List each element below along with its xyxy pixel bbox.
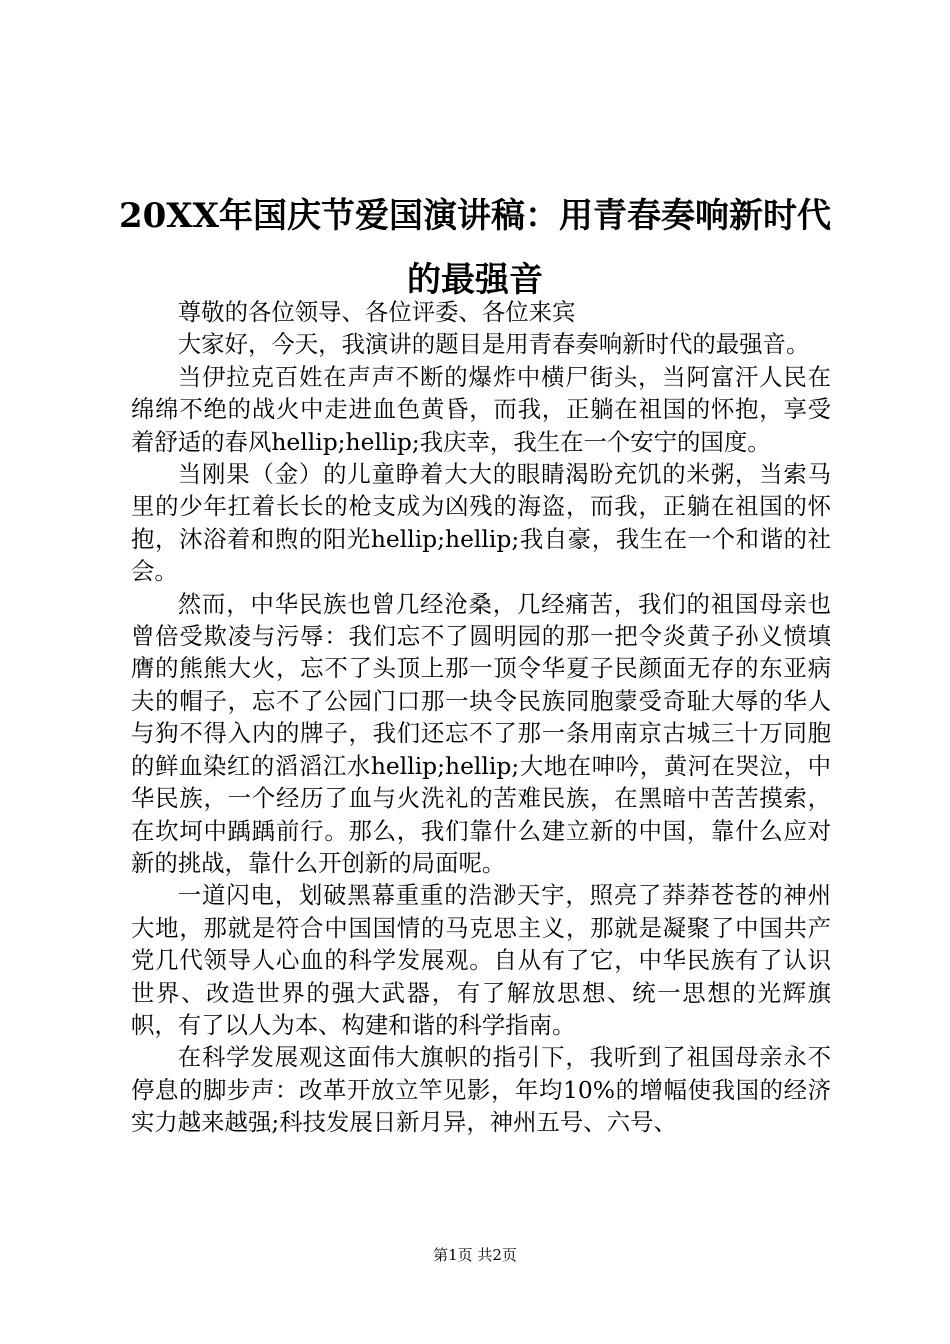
document-title: 20XX年国庆节爱国演讲稿：用青春奏响新时代的最强音 (118, 196, 832, 300)
document-body (131, 296, 831, 1139)
body-paragraph: 当伊拉克百姓在声声不断的爆炸中横尸街头，当阿富汗人民在绵绵不绝的战火中走进血色黄昏，而我，正躺在祖国的怀抱，享受着舒适的春风hellip;hellip;我庆幸，我生在一个安宁的国度。 (131, 362, 831, 456)
salutation-paragraph: 尊敬的各位领导、各位评委、各位来宾 (177, 298, 576, 326)
body-paragraph: 大家好，今天，我演讲的题目是用青春奏响新时代的最强音。 (177, 330, 810, 359)
page-footer: 第1页 共2页 (433, 1246, 517, 1264)
body-paragraph: 然而，中华民族也曾几经沧桑，几经痛苦，我们的祖国母亲也曾倍受欺凌与污辱：我们忘不了圆明园的那一把令炎黄子孙义愤填膺的熊熊大火，忘不了头顶上那一顶令华夏子民颜面无存的东亚病夫的帽子，忘不了公园门口那一块令民族同胞蒙受奇耻大辱的华人与狗不得入内的牌子，我们还忘不了那一条用南京古城三十万同胞的鲜血染红的滔滔江水hellip;hellip;大地在呻吟，黄河在哭泣，中华民族，一个经历了血与火洗礼的苦难民族，在黑暗中苦苦摸索，在坎坷中踽踽前行。那么，我们靠什么建立新的中国，靠什么应对新的挑战，靠什么开创新的局面呢。 (131, 589, 831, 877)
body-paragraph: 当刚果（金）的儿童睁着大大的眼睛渴盼充饥的米粥，当索马里的少年扛着长长的枪支成为凶残的海盗，而我，正躺在祖国的怀抱，沐浴着和煦的阳光hellip;hellip;我自豪，我生在一个和谐的社会。 (131, 460, 831, 586)
body-paragraph: 一道闪电，划破黑幕重重的浩渺天宇，照亮了莽莽苍苍的神州大地，那就是符合中国国情的马克思主义，那就是凝聚了中国共产党几代领导人心血的科学发展观。自从有了它，中华民族有了认识世界、改造世界的强大武器，有了解放思想、统一思想的光辉旗帜，有了以人为本、构建和谐的科学指南。 (131, 881, 831, 1039)
body-paragraph: 在科学发展观这面伟大旗帜的指引下，我听到了祖国母亲永不停息的脚步声：改革开放立竿见影，年均10%的增幅使我国的经济实力越来越强;科技发展日新月异，神州五号、六号、 (131, 1043, 831, 1137)
